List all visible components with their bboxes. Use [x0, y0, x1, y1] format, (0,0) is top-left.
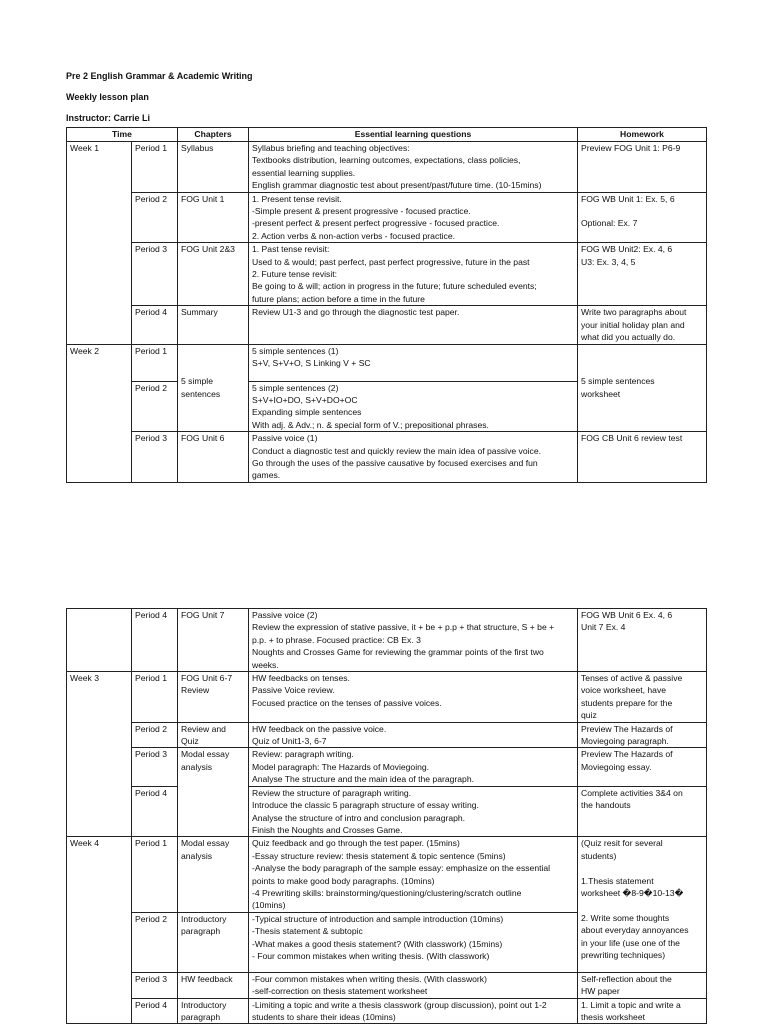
- question-line: Syllabus briefing and teaching objectives:: [252, 143, 410, 153]
- period-cell: Period 3: [132, 748, 178, 786]
- table-row: [67, 672, 707, 723]
- period-cell: Period 4: [132, 998, 178, 1024]
- table-row: [67, 786, 707, 837]
- question-line: Passive Voice review.: [252, 685, 335, 696]
- homework-cell: [578, 998, 707, 1024]
- homework-line: 1. Limit a topic and write a: [581, 999, 681, 1010]
- questions-cell: [249, 722, 578, 748]
- homework-line: Write two paragraphs about: [581, 307, 687, 318]
- week-cell: [67, 609, 132, 672]
- homework-line: U3: Ex. 3, 4, 5: [581, 256, 636, 267]
- question-line: Be going to & will; action in progress in the future; future scheduled events;: [252, 281, 537, 292]
- questions-cell: [249, 192, 578, 243]
- question-line: 1. Past tense revisit:: [252, 244, 330, 255]
- homework-line: HW paper: [581, 986, 620, 997]
- question-line: -Analyse the body paragraph of the sample essay: emphasize on the essential: [252, 863, 551, 874]
- question-line: Noughts and Crosses Game for reviewing the grammar points of the first two: [252, 647, 544, 658]
- table-row: [67, 837, 707, 912]
- question-line: HW feedbacks on tenses.: [252, 673, 350, 684]
- instructor-name: Instructor: Carrie Li: [66, 113, 151, 123]
- homework-line: worksheet �8-9�10-13�: [581, 887, 684, 898]
- week-cell: Week 1: [67, 142, 132, 345]
- homework-line: Preview FOG Unit 1: P6-9: [581, 143, 681, 153]
- period-cell: Period 4: [132, 786, 178, 837]
- questions-cell: [249, 243, 578, 306]
- homework-cell: [578, 432, 707, 483]
- period-cell: Period 2: [132, 192, 178, 243]
- course-title: Pre 2 English Grammar & Academic Writing: [66, 71, 253, 81]
- question-line: -4 Prewriting skills: brainstorming/questioning/clustering/scratch outline: [252, 887, 522, 898]
- homework-cell: [578, 192, 707, 243]
- question-line: Used to & would; past perfect, past perfect progressive, future in the past: [252, 256, 530, 267]
- question-line: -Four common mistakes when writing thesis. (With classwork): [252, 973, 487, 984]
- homework-cell: [578, 142, 707, 193]
- question-line: -Typical structure of introduction and sample introduction (10mins): [252, 913, 504, 924]
- question-line: 1. Present tense revisit.: [252, 193, 342, 204]
- homework-line: 1.Thesis statement: [581, 875, 654, 886]
- question-line: English grammar diagnostic test about present/past/future time. (10-15mins): [252, 180, 542, 191]
- homework-line: prewriting techniques): [581, 949, 666, 960]
- table-row: [67, 142, 707, 193]
- homework-line: 2. Write some thoughts: [581, 912, 670, 923]
- table-row: [67, 748, 707, 786]
- question-line: With adj. & Adv.; n. & special form of V.; prepositional phrases.: [252, 419, 489, 430]
- homework-line: Preview The Hazards of: [581, 723, 673, 734]
- question-line: Analyse The structure and the main idea of the paragraph.: [252, 774, 474, 785]
- chapter-cell: Review and Quiz: [178, 722, 249, 748]
- homework-line: FOG WB Unit 6 Ex. 4, 6: [581, 610, 673, 620]
- chapter-cell: 5 simple sentences: [178, 344, 249, 432]
- homework-line: Optional: Ex. 7: [581, 218, 638, 229]
- question-line: Model paragraph: The Hazards of Moviegoing.: [252, 761, 430, 772]
- chapter-cell: FOG Unit 7: [178, 609, 249, 672]
- questions-cell: [249, 998, 578, 1024]
- homework-line: thesis worksheet: [581, 1011, 646, 1022]
- question-line: Review: paragraph writing.: [252, 749, 354, 760]
- table-row: [67, 432, 707, 483]
- homework-cell: [578, 609, 707, 672]
- questions-cell: [249, 306, 578, 344]
- chapter-cell: HW feedback: [178, 972, 249, 998]
- question-line: -Limiting a topic and write a thesis classwork (group discussion), point out 1-2: [252, 999, 547, 1010]
- homework-line: FOG CB Unit 6 review test: [581, 433, 683, 444]
- week-cell: Week 3: [67, 672, 132, 837]
- homework-cell: [578, 672, 707, 723]
- questions-cell: [249, 381, 578, 432]
- question-line: Review the structure of paragraph writing.: [252, 787, 412, 798]
- question-line: S+V+IO+DO, S+V+DO+OC: [252, 394, 358, 405]
- col-header-time: Time: [67, 128, 178, 142]
- homework-line: what did you actually do.: [581, 332, 676, 343]
- question-line: Go through the uses of the passive causative by focused exercises and fun: [252, 457, 538, 468]
- questions-cell: [249, 432, 578, 483]
- question-line: -What makes a good thesis statement? (With classwork) (15mins): [252, 938, 503, 949]
- homework-line: Self-reflection about the: [581, 973, 672, 984]
- question-line: Quiz of Unit1-3, 6-7: [252, 736, 327, 747]
- period-cell: Period 2: [132, 381, 178, 432]
- col-header-questions: Essential learning questions: [249, 128, 578, 142]
- question-line: -Essay structure review: thesis statement & topic sentence (5mins): [252, 850, 506, 861]
- questions-cell: [249, 609, 578, 672]
- question-line: Conduct a diagnostic test and quickly review the main idea of passive voice.: [252, 445, 542, 456]
- homework-line: Tenses of active & passive: [581, 673, 683, 684]
- question-line: Focused practice on the tenses of passive voices.: [252, 697, 442, 708]
- question-line: students to share their ideas (10mins): [252, 1011, 396, 1022]
- question-line: points to make good body paragraphs. (10mins): [252, 875, 435, 886]
- homework-line: Complete activities 3&4 on: [581, 787, 683, 798]
- table-row: [67, 344, 707, 381]
- chapter-cell: Modal essay analysis: [178, 748, 249, 837]
- question-line: Review the expression of stative passive, it + be + p.p + that structure, S + be +: [252, 622, 555, 633]
- homework-line: voice worksheet, have: [581, 685, 667, 696]
- chapter-cell: FOG Unit 6-7 Review: [178, 672, 249, 723]
- homework-cell: [578, 722, 707, 748]
- period-cell: Period 4: [132, 609, 178, 672]
- chapter-cell: Introductory paragraph: [178, 912, 249, 972]
- table-row: [67, 722, 707, 748]
- questions-cell: [249, 786, 578, 837]
- col-header-chapters: Chapters: [178, 128, 249, 142]
- homework-line: quiz: [581, 710, 597, 721]
- questions-cell: [249, 142, 578, 193]
- homework-line: about everyday annoyances: [581, 925, 689, 936]
- period-cell: Period 1: [132, 344, 178, 381]
- table-row: [67, 306, 707, 344]
- questions-cell: [249, 912, 578, 972]
- question-line: Review U1-3 and go through the diagnostic test paper.: [252, 307, 460, 318]
- table-row: [67, 972, 707, 998]
- homework-cell: [578, 748, 707, 786]
- homework-line: your initial holiday plan and: [581, 319, 685, 330]
- question-line: future plans; action before a time in the future: [252, 293, 425, 304]
- period-cell: Period 3: [132, 243, 178, 306]
- questions-cell: [249, 344, 578, 381]
- question-line: Analyse the structure of intro and conclusion paragraph.: [252, 812, 466, 823]
- period-cell: Period 3: [132, 972, 178, 998]
- homework-line: in your life (use one of the: [581, 937, 680, 948]
- homework-line: [581, 205, 703, 217]
- homework-line: [581, 899, 703, 911]
- col-header-homework: Homework: [578, 128, 707, 142]
- table-header-row: [67, 128, 707, 142]
- question-line: - Four common mistakes when writing thesis. (With classwork): [252, 950, 490, 961]
- question-line: Expanding simple sentences: [252, 407, 362, 418]
- question-line: 2. Action verbs & non-action verbs - focused practice.: [252, 230, 456, 241]
- homework-line: Moviegoing paragraph.: [581, 736, 669, 747]
- homework-line: the handouts: [581, 800, 631, 811]
- lesson-plan-table-1: [66, 127, 707, 483]
- chapter-cell: Syllabus: [178, 142, 249, 193]
- question-line: -Thesis statement & subtopic: [252, 926, 363, 937]
- question-line: Textbooks distribution, learning outcomes, expectations, class policies,: [252, 155, 521, 166]
- homework-line: (Quiz resit for several: [581, 838, 663, 849]
- lesson-plan-table-2: [66, 608, 707, 1024]
- questions-cell: [249, 672, 578, 723]
- homework-line: FOG WB Unit2: Ex. 4, 6: [581, 244, 673, 255]
- question-line: -present perfect & present perfect progressive - focused practice.: [252, 218, 500, 229]
- question-line: weeks.: [252, 659, 279, 670]
- question-line: -Simple present & present progressive - focused practice.: [252, 206, 471, 217]
- period-cell: Period 1: [132, 837, 178, 912]
- table-row: [67, 243, 707, 306]
- question-line: 5 simple sentences (1): [252, 345, 339, 356]
- question-line: essential learning supplies.: [252, 167, 356, 178]
- questions-cell: [249, 972, 578, 998]
- chapter-cell: FOG Unit 1: [178, 192, 249, 243]
- chapter-cell: Modal essay analysis: [178, 837, 249, 912]
- question-line: Quiz feedback and go through the test paper. (15mins): [252, 838, 460, 849]
- homework-cell: [578, 243, 707, 306]
- question-line: 2. Future tense revisit:: [252, 269, 338, 280]
- period-cell: Period 1: [132, 142, 178, 193]
- question-line: Passive voice (2): [252, 610, 318, 620]
- homework-cell: [578, 972, 707, 998]
- homework-cell: [578, 344, 707, 432]
- question-line: Finish the Noughts and Crosses Game.: [252, 824, 403, 835]
- homework-line: 5 simple sentences: [581, 376, 655, 387]
- homework-cell: [578, 306, 707, 344]
- chapter-cell: Introductory paragraph: [178, 998, 249, 1024]
- table-row: [67, 192, 707, 243]
- homework-cell: [578, 786, 707, 837]
- questions-cell: [249, 837, 578, 912]
- homework-cell: [578, 837, 707, 972]
- period-cell: Period 1: [132, 672, 178, 723]
- question-line: p.p. + to phrase. Focused practice: CB Ex. 3: [252, 634, 421, 645]
- homework-line: FOG WB Unit 1: Ex. 5, 6: [581, 193, 675, 204]
- period-cell: Period 2: [132, 912, 178, 972]
- question-line: games.: [252, 470, 281, 481]
- chapter-cell: Summary: [178, 306, 249, 344]
- document-header: [66, 66, 253, 129]
- chapter-cell: FOG Unit 6: [178, 432, 249, 483]
- week-cell: Week 2: [67, 344, 132, 482]
- question-line: (10mins): [252, 900, 286, 911]
- homework-line: students prepare for the: [581, 697, 673, 708]
- homework-line: Unit 7 Ex. 4: [581, 622, 626, 633]
- table-row: [67, 998, 707, 1024]
- homework-line: worksheet: [581, 388, 621, 399]
- table-row: [67, 609, 707, 672]
- chapter-cell: FOG Unit 2&3: [178, 243, 249, 306]
- period-cell: Period 2: [132, 722, 178, 748]
- homework-line: [581, 862, 703, 874]
- period-cell: Period 3: [132, 432, 178, 483]
- homework-line: students): [581, 850, 617, 861]
- period-cell: Period 4: [132, 306, 178, 344]
- questions-cell: [249, 748, 578, 786]
- question-line: S+V, S+V+O, S Linking V + SC: [252, 357, 371, 368]
- question-line: 5 simple sentences (2): [252, 382, 339, 393]
- week-cell: Week 4: [67, 837, 132, 1024]
- homework-line: Preview The Hazards of: [581, 749, 673, 760]
- homework-line: Moviegoing essay.: [581, 761, 652, 772]
- question-line: Passive voice (1): [252, 433, 318, 444]
- question-line: Introduce the classic 5 paragraph structure of essay writing.: [252, 800, 479, 811]
- question-line: HW feedback on the passive voice.: [252, 723, 387, 734]
- lesson-plan-subtitle: Weekly lesson plan: [66, 92, 149, 102]
- question-line: -self-correction on thesis statement worksheet: [252, 986, 428, 997]
